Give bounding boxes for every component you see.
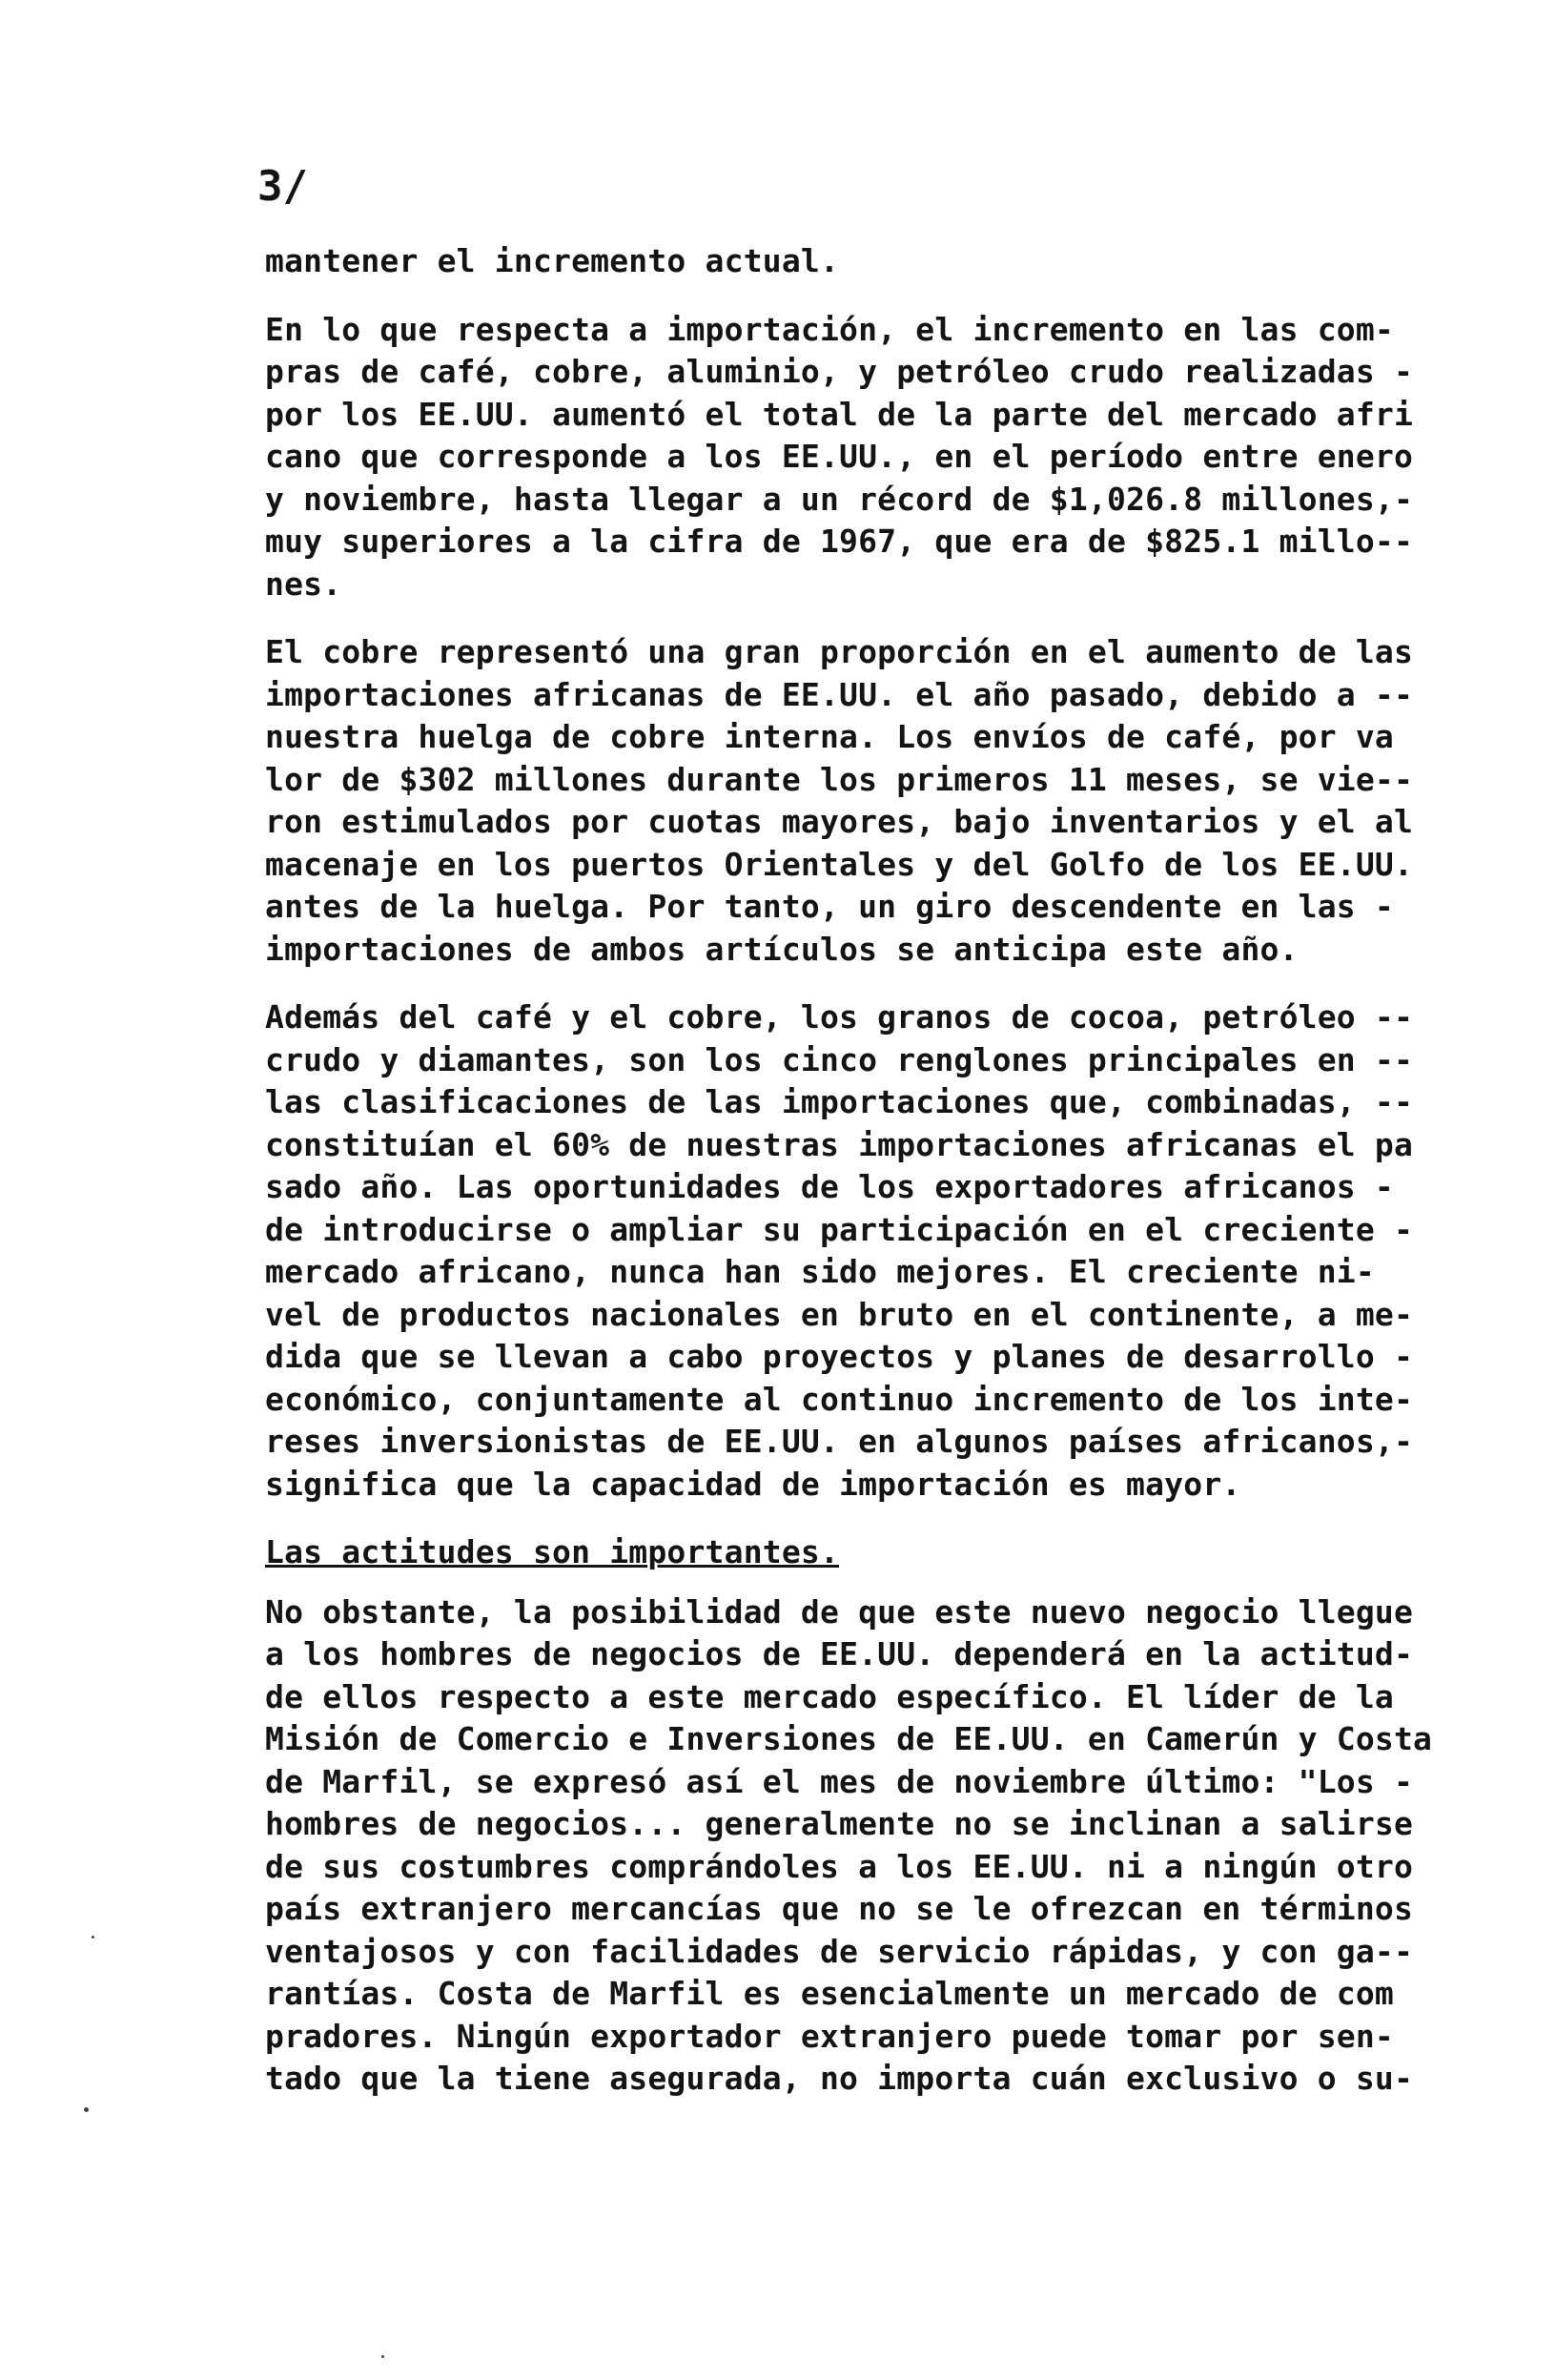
text-line: pradores. Ningún exportador extranjero puede tomar por sen-: [265, 2017, 1394, 2055]
text-line: mercado africano, nunca han sido mejores. El creciente ni-: [265, 1253, 1375, 1290]
text-line: económico, conjuntamente al continuo incremento de los inte-: [265, 1380, 1414, 1418]
text-line: vel de productos nacionales en bruto en el continente, a me-: [265, 1295, 1414, 1333]
text-line: muy superiores a la cifra de 1967, que era de $825.1 millo--: [265, 523, 1414, 560]
paragraph-2: [265, 309, 1468, 606]
text-line: dida que se llevan a cabo proyectos y planes de desarrollo -: [265, 1338, 1414, 1375]
scan-speck: [381, 2355, 384, 2358]
text-line: crudo y diamantes, son los cinco renglones principales en --: [265, 1040, 1414, 1078]
text-line: las clasificaciones de las importaciones que, combinadas, --: [265, 1083, 1414, 1120]
text-line: país extranjero mercancías que no se le ofrezcan en términos: [265, 1890, 1414, 1927]
text-line: ventajosos y con facilidades de servicio rápidas, y con ga--: [265, 1932, 1414, 1970]
text-line: No obstante, la posibilidad de que este nuevo negocio llegue: [265, 1592, 1414, 1631]
text-line: significa que la capacidad de importación es mayor.: [265, 1465, 1241, 1503]
paragraph-5: [265, 1591, 1468, 2101]
text-line: Además del café y el cobre, los granos de cocoa, petróleo --: [265, 998, 1414, 1036]
text-line: a los hombres de negocios de EE.UU. dependerá en la actitud-: [265, 1635, 1414, 1672]
text-line: Misión de Comercio e Inversiones de EE.UU. en Camerún y Costa: [265, 1720, 1433, 1757]
text-line: ron estimulados por cuotas mayores, bajo inventarios y el al: [265, 803, 1414, 840]
text-line: macenaje en los puertos Orientales y del Golfo de los EE.UU.: [265, 845, 1414, 883]
scan-speck: [84, 2107, 89, 2112]
text-line: nes.: [265, 564, 342, 603]
text-line: de introducirse o ampliar su participación en el creciente -: [265, 1210, 1414, 1248]
text-line: tado que la tiene asegurada, no importa cuán exclusivo o su-: [265, 2060, 1414, 2097]
text-line: por los EE.UU. aumentó el total de la parte del mercado afri: [265, 395, 1414, 433]
text-line: importaciones de ambos artículos se anticipa este año.: [265, 930, 1299, 968]
text-line: hombres de negocios... generalmente no se inclinan a salirse: [265, 1805, 1414, 1842]
text-line: sado año. Las oportunidades de los exportadores africanos -: [265, 1168, 1394, 1205]
text-line: reses inversionistas de EE.UU. en algunos países africanos,-: [265, 1423, 1414, 1460]
text-line: cano que corresponde a los EE.UU., en el período entre enero: [265, 438, 1414, 475]
document-body: [265, 240, 1468, 2126]
page-number: 3/: [257, 162, 308, 211]
section-heading: Las actitudes son importantes.: [265, 1533, 840, 1570]
text-line: En lo que respecta a importación, el incremento en las com-: [265, 310, 1394, 348]
text-line: constituían el 60% de nuestras importaciones africanas el pa: [265, 1125, 1414, 1163]
text-line: nuestra huelga de cobre interna. Los envíos de café, por va: [265, 718, 1394, 755]
text-line: de Marfil, se expresó así el mes de noviembre último: "Los -: [265, 1762, 1414, 1800]
text-line: rantías. Costa de Marfil es esencialmente un mercado de com: [265, 1975, 1394, 2012]
text-line: y noviembre, hasta llegar a un récord de $1,026.8 millones,-: [265, 480, 1414, 518]
paragraph-3: [265, 631, 1468, 971]
text-line: mantener el incremento actual.: [265, 242, 840, 279]
scan-speck: [92, 1936, 94, 1939]
text-line: lor de $302 millones durante los primeros 11 meses, se vie--: [265, 760, 1414, 798]
text-line: pras de café, cobre, aluminio, y petróleo crudo realizadas -: [265, 353, 1414, 390]
paragraph-4: [265, 996, 1468, 1506]
text-line: El cobre representó una gran proporción en el aumento de las: [265, 633, 1414, 670]
paragraph-1: [265, 240, 1468, 283]
text-line: importaciones africanas de EE.UU. el año pasado, debido a --: [265, 675, 1414, 713]
text-line: de ellos respecto a este mercado específico. El líder de la: [265, 1677, 1394, 1715]
text-line: de sus costumbres comprándoles a los EE.UU. ni a ningún otro: [265, 1847, 1414, 1885]
text-line: antes de la huelga. Por tanto, un giro descendente en las -: [265, 888, 1394, 925]
